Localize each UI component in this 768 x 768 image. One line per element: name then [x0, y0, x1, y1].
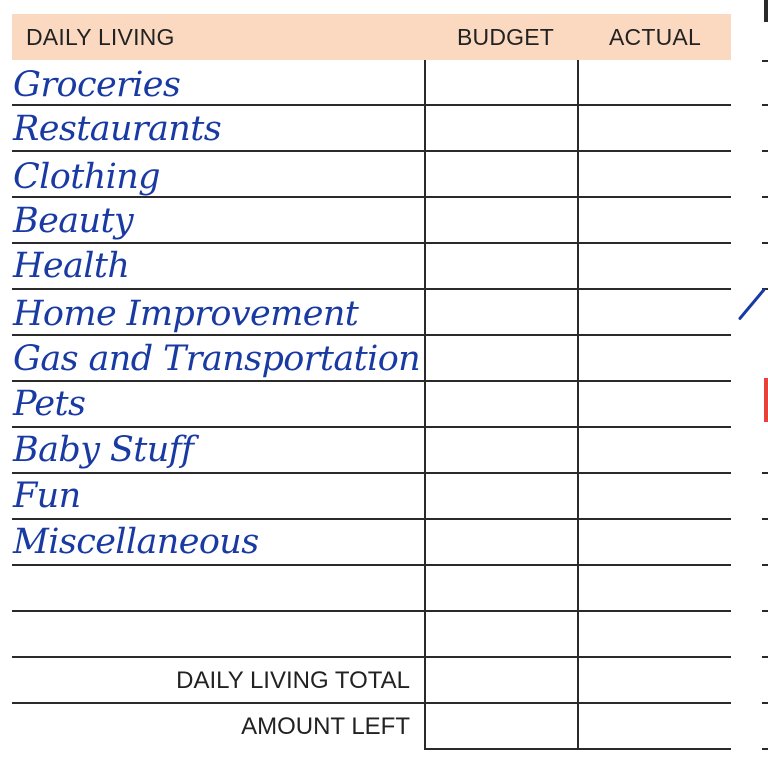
- budget-column-divider: [424, 60, 426, 750]
- adjacent-page-tick: [762, 610, 768, 612]
- row-label-clothing: Clothing: [13, 157, 160, 197]
- row-label-pets: Pets: [13, 384, 86, 424]
- row-label-home-improvement: Home Improvement: [13, 294, 359, 334]
- adjacent-page-tick: [762, 242, 768, 244]
- adjacent-page-tick: [762, 564, 768, 566]
- row-label-fun: Fun: [13, 476, 81, 516]
- row-label-health: Health: [13, 246, 130, 286]
- row-label-baby-stuff: Baby Stuff: [13, 430, 194, 470]
- adjacent-page-tick: [762, 104, 768, 106]
- row-label-gas-transportation: Gas and Transportation: [13, 339, 421, 379]
- row-label-miscellaneous: Miscellaneous: [13, 522, 259, 562]
- adjacent-page-tick: [762, 656, 768, 658]
- amount-left-label: AMOUNT LEFT: [241, 713, 410, 740]
- adjacent-page-tick: [762, 472, 768, 474]
- header-category: DAILY LIVING: [26, 24, 175, 50]
- table-header: [12, 14, 731, 60]
- row-label-beauty: Beauty: [13, 201, 134, 241]
- adjacent-page-header-fragment: [764, 378, 768, 422]
- adjacent-page-tick: [762, 196, 768, 198]
- adjacent-page-tick: [762, 748, 768, 750]
- adjacent-page-tick: [762, 60, 768, 62]
- header-budget: BUDGET: [457, 24, 555, 50]
- row-label-groceries: Groceries: [13, 65, 181, 105]
- adjacent-page-tick: [762, 150, 768, 152]
- adjacent-page-edge: [764, 0, 768, 22]
- header-actual: ACTUAL: [609, 24, 701, 50]
- handwriting-stroke-fragment: [738, 288, 766, 321]
- adjacent-page-tick: [762, 518, 768, 520]
- row-rule: [12, 610, 731, 612]
- adjacent-page-tick: [762, 702, 768, 704]
- row-label-restaurants: Restaurants: [13, 109, 222, 149]
- actual-column-divider: [577, 60, 579, 750]
- daily-living-total-label: DAILY LIVING TOTAL: [176, 667, 410, 694]
- row-rule-bottom: [425, 748, 731, 750]
